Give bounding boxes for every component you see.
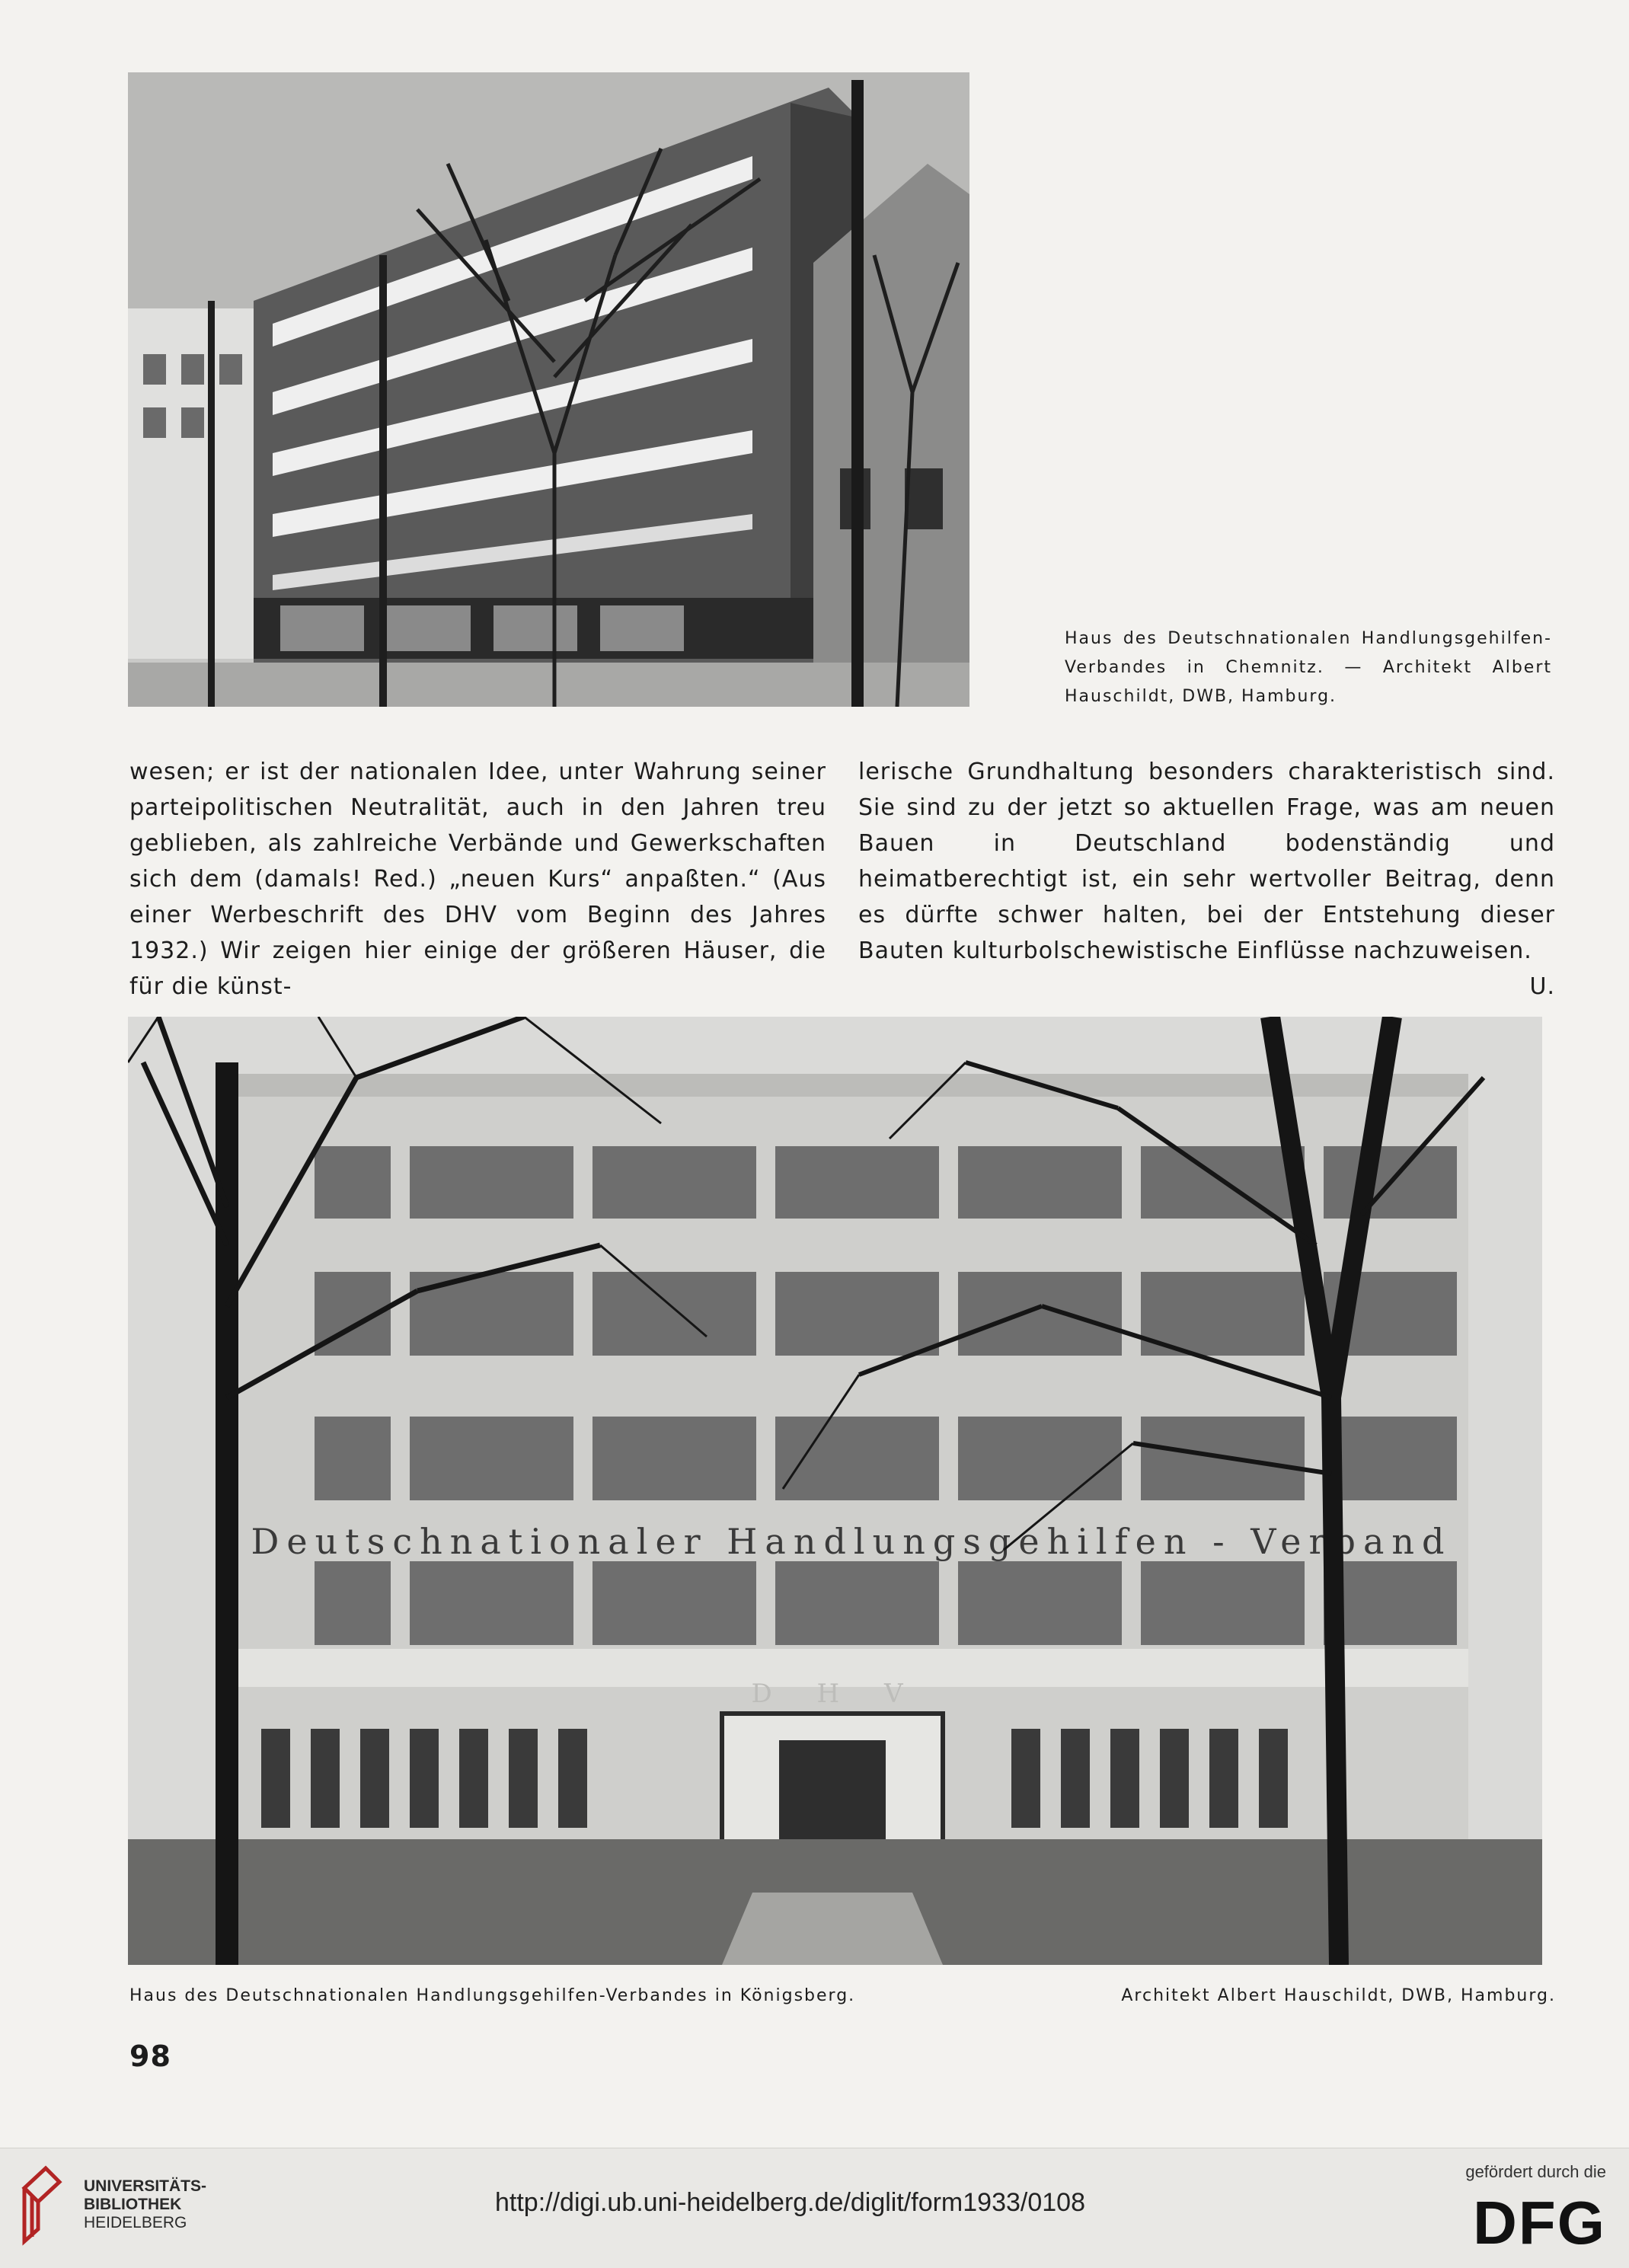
- dfg-logo: DFG: [1473, 2189, 1606, 2257]
- page-number: 98: [129, 2040, 171, 2073]
- caption-chemnitz: Haus des Deutschnationalen Handlungsgehilfen-Verbandes in Chemnitz. — Architekt Albert Hauschildt, DWB, Hamburg.: [1065, 629, 1552, 706]
- body-text-right-column: [858, 754, 1555, 1005]
- photo-koenigsberg-svg: [128, 1017, 1542, 1965]
- library-name-line: BIBLIOTHEK: [84, 2196, 182, 2213]
- caption-koenigsberg: Haus des Deutschnationalen Handlungsgehilfen-Verbandes in Königsberg.: [129, 1986, 856, 2005]
- facade-lettering: Deutschnationaler Handlungsgehilfen - Verband: [251, 1521, 1452, 1562]
- body-text-left-column: wesen; er ist der nationalen Idee, unter Wahrung seiner parteipolitischen Neutralität, auch in den Jahren treu geblieben, als zahlreiche Verbände und Gewerkschaften sich dem (damals! Red.) „neuen Kurs“ anpaßten.“ (Aus einer Werbeschrift des DHV vom Beginn des Jahres 1932.) Wir zeigen hier einige der größeren Häuser, die für die künst-: [129, 759, 826, 1000]
- library-logo-icon: [17, 2165, 64, 2249]
- permalink-url[interactable]: http://digi.ub.uni-heidelberg.de/diglit/form1933/0108: [495, 2188, 1085, 2217]
- photo-koenigsberg-building: [128, 1017, 1542, 1965]
- body-text-right: lerische Grundhaltung besonders charakteristisch sind. Sie sind zu der jetzt so aktuellen Frage, was am neuen Bauen in Deutschland bodenständig und heimatberechtigt ist, ein sehr wertvoller Beitrag, denn es dürfte schwer halten, bei der Entstehung dieser Bauten kulturbolschewistische Einflüsse nachzuweisen.: [858, 759, 1555, 964]
- digitization-footer: [0, 2148, 1629, 2268]
- caption-architect: Architekt Albert Hauschildt, DWB, Hamburg.: [1121, 1986, 1556, 2005]
- photo-chemnitz-svg: [128, 72, 969, 707]
- library-name: [84, 2177, 206, 2232]
- library-name-line: UNIVERSITÄTS-: [84, 2177, 207, 2195]
- photo-chemnitz-building: [128, 72, 969, 707]
- funded-by-label: gefördert durch die: [1465, 2162, 1606, 2181]
- entrance-lettering: D H V: [751, 1679, 922, 1709]
- author-signature: U.: [1529, 973, 1555, 1000]
- library-name-line: HEIDELBERG: [84, 2214, 187, 2231]
